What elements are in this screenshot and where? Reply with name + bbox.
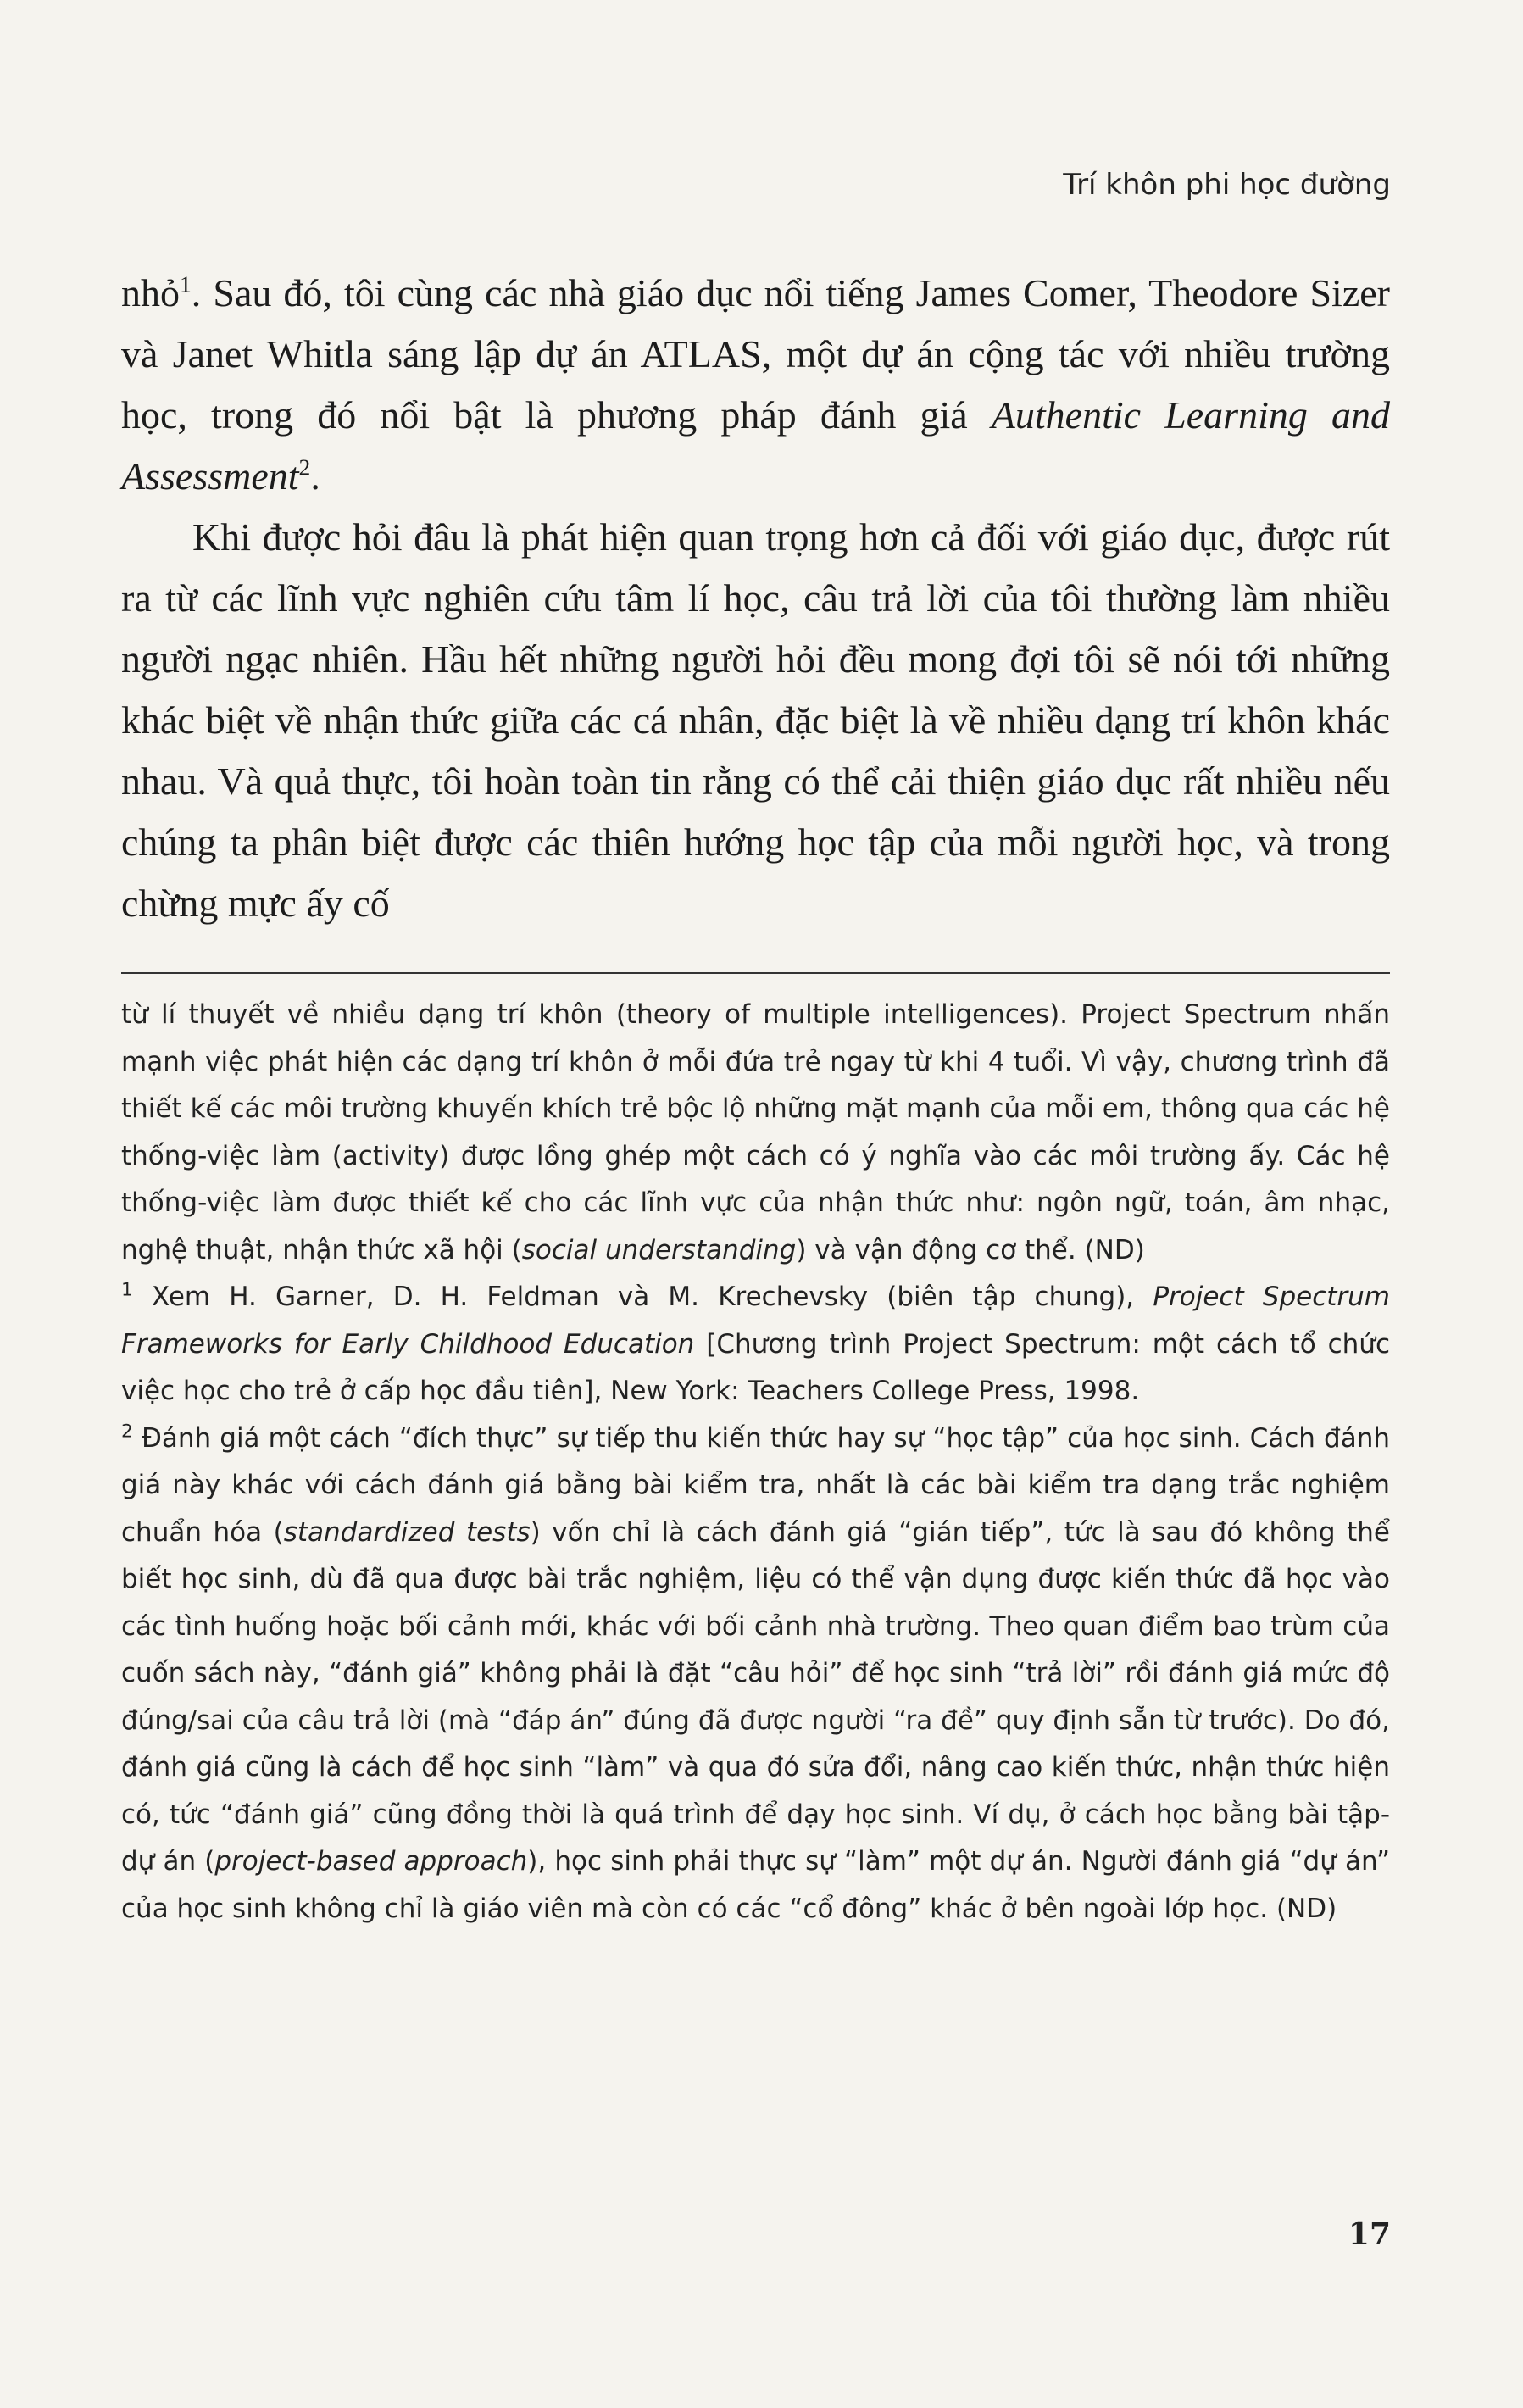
text-run: [Chương trình Project Spectrum: một cách tổ chức việc học cho trẻ ở cấp học đầu tiên], New York: Teachers College Press, 1998.: [121, 1328, 1390, 1406]
footnote-separator: [121, 972, 1390, 974]
italic-title: Authentic Learning and Assessment: [121, 393, 1390, 498]
text-run: từ lí thuyết về nhiều dạng trí khôn (theory of multiple intelligences). Project Spectrum nhấn mạnh việc phát hiện các dạng trí khôn ở mỗi đứa trẻ ngay từ khi 4 tuổi. Vì vậy, chương trình đã thiết kế các môi trường khuyến khích trẻ bộc lộ những mặt mạnh của mỗi em, thông qua các hệ thống-việc làm (activity) được lồng ghép một cách có ý nghĩa vào các môi trường ấy. Các hệ thống-việc làm được thiết kế cho các lĩnh vực của nhận thức như: ngôn ngữ, toán, âm nhạc, nghệ thuật, nhận thức xã hội (: [121, 999, 1390, 1265]
footnote-1: [121, 1274, 1390, 1415]
italic-term: project-based approach: [214, 1846, 528, 1877]
text-run: Đánh giá một cách “đích thực” sự tiếp thu kiến thức hay sự “học tập” của học sinh. Cách đánh giá này khác với cách đánh giá bằng bài kiểm tra, nhất là các bài kiểm tra dạng trắc nghiệm chuẩn hóa (: [121, 1422, 1390, 1548]
paragraph-1: [121, 263, 1390, 507]
running-title: Trí khôn phi học đường: [1063, 168, 1391, 202]
page-number: 17: [1348, 2216, 1391, 2252]
footnotes: [121, 992, 1390, 1933]
text-run: nhỏ: [121, 271, 180, 314]
text-run: Xem H. Garner, D. H. Feldman và M. Krechevsky (biên tập chung),: [132, 1282, 1153, 1312]
text-run: ) và vận động cơ thể. (ND): [796, 1234, 1145, 1265]
footnote-number: 1: [121, 1279, 133, 1301]
italic-term: social understanding: [521, 1234, 797, 1265]
paragraph-2: Khi được hỏi đâu là phát hiện quan trọng hơn cả đối với giáo dục, được rút ra từ các lĩnh vực nghiên cứu tâm lí học, câu trả lời của tôi thường làm nhiều người ngạc nhiên. Hầu hết những người hỏi đều mong đợi tôi sẽ nói tới những khác biệt về nhận thức giữa các cá nhân, đặc biệt là về nhiều dạng trí khôn khác nhau. Và quả thực, tôi hoàn toàn tin rằng có thể cải thiện giáo dục rất nhiều nếu chúng ta phân biệt được các thiên hướng học tập của mỗi người học, và trong chừng mực ấy cố: [121, 515, 1390, 925]
footnote-ref-2: 2: [298, 453, 311, 481]
footnote-ref-1: 1: [180, 270, 192, 298]
footnote-continued: [121, 992, 1390, 1274]
text-run: . Sau đó, tôi cùng các nhà giáo dục nổi tiếng James Comer, Theodore Sizer và Janet Whitla sáng lập dự án ATLAS, một dự án cộng tác với nhiều trường học, trong đó nổi bật là phương pháp đánh giá: [121, 271, 1390, 437]
text-run: ), học sinh phải thực sự “làm” một dự án. Người đánh giá “dự án” của học sinh không chỉ là giáo viên mà còn có các “cổ đông” khác ở bên ngoài lớp học. (ND): [121, 1846, 1390, 1924]
italic-title: Project Spectrum Frameworks for Early Childhood Education: [121, 1282, 1390, 1360]
text-run: ) vốn chỉ là cách đánh giá “gián tiếp”, tức là sau đó không thể biết học sinh, dù đã qua được bài trắc nghiệm, liệu có thể vận dụng được kiến thức đã học vào các tình huống hoặc bối cảnh mới, khác với bối cảnh nhà trường. Theo quan điểm bao trùm của cuốn sách này, “đánh giá” không phải là đặt “câu hỏi” để học sinh “trả lời” rồi đánh giá mức độ đúng/sai của câu trả lời (mà “đáp án” đúng đã được người “ra đề” quy định sẵn từ trước). Do đó, đánh giá cũng là cách để học sinh “làm” và qua đó sửa đổi, nâng cao kiến thức, nhận thức hiện có, tức “đánh giá” cũng đồng thời là quá trình để dạy học sinh. Ví dụ, ở cách học bằng bài tập-dự án (: [121, 1516, 1390, 1877]
footnote-2: [121, 1415, 1390, 1933]
text-run: .: [310, 454, 320, 498]
footnote-number: 2: [121, 1421, 133, 1443]
main-text: [121, 263, 1390, 934]
italic-term: standardized tests: [283, 1516, 531, 1548]
